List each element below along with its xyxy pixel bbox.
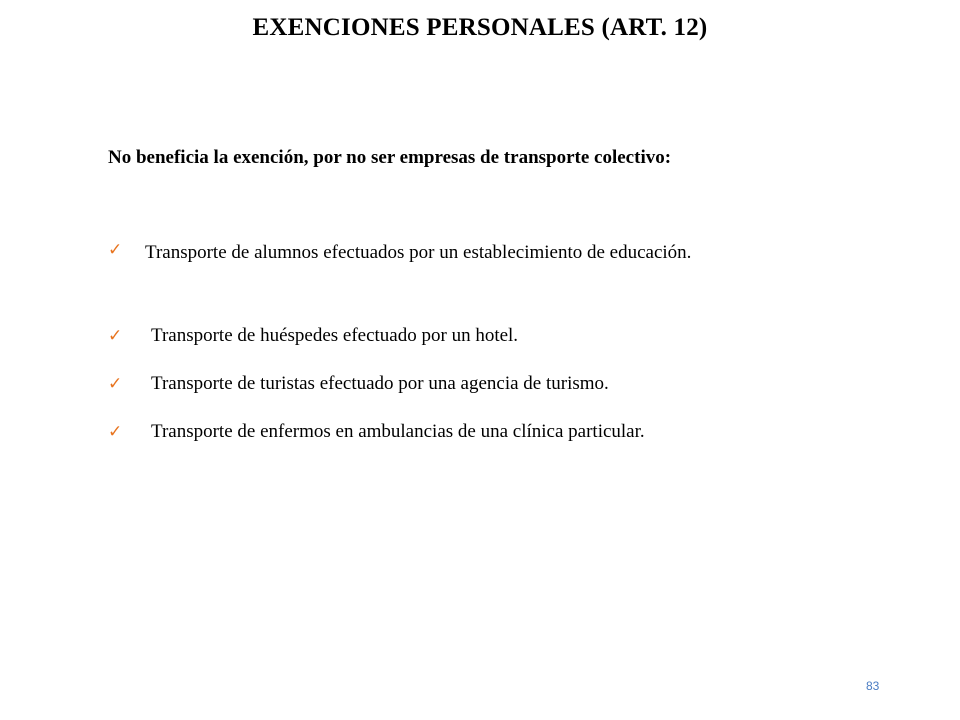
bullet-text: Transporte de huéspedes efectuado por un hotel.: [151, 325, 519, 346]
checkmark-icon: ✓: [108, 374, 123, 394]
list-item: [108, 238, 808, 324]
list-item: [108, 420, 808, 468]
intro-text: No beneficia la exención, por no ser empresas de transporte colectivo:: [108, 147, 672, 168]
checkmark-icon: ✓: [108, 422, 123, 442]
slide-title: EXENCIONES PERSONALES (ART. 12): [252, 14, 708, 41]
bullet-text: Transporte de alumnos efectuados por un establecimiento de educación.: [145, 242, 692, 263]
page-number: 83: [866, 679, 880, 693]
list-item: [108, 372, 808, 420]
bullet-text: Transporte de turistas efectuado por una agencia de turismo.: [151, 373, 609, 394]
checkmark-icon: ✓: [108, 240, 123, 260]
checkmark-icon: ✓: [108, 326, 123, 346]
list-item: [108, 324, 808, 372]
bullet-text: Transporte de enfermos en ambulancias de una clínica particular.: [151, 421, 645, 442]
bullet-list: [108, 238, 808, 468]
